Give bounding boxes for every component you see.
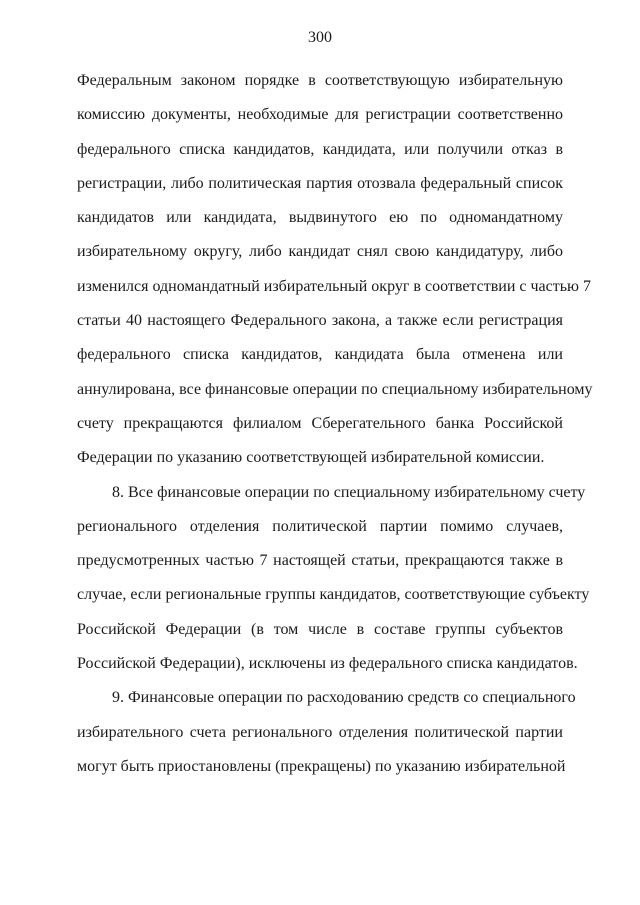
body-text bbox=[77, 64, 593, 784]
paragraph bbox=[77, 476, 590, 682]
text-line: 8. Все финансовые операции по специальному избирательному счету bbox=[112, 483, 586, 501]
text-line: избирательному округу, либо кандидат снял свою кандидатуру, либо bbox=[77, 243, 563, 261]
text-line: 9. Финансовые операции по расходованию средств со специального bbox=[112, 689, 576, 707]
text-line: могут быть приостановлены (прекращены) по указанию избирательной bbox=[77, 757, 566, 775]
text-line: статьи 40 настоящего Федерального закона, а также если регистрация bbox=[77, 312, 563, 330]
text-line: федерального списка кандидатов, кандидата, или получили отказ в bbox=[77, 140, 563, 158]
paragraph bbox=[77, 681, 576, 784]
paragraph bbox=[77, 64, 593, 476]
text-line: Федеральным законом порядке в соответствующую избирательную bbox=[77, 72, 563, 89]
text-line: Российской Федерации (в том числе в составе группы субъектов bbox=[77, 620, 563, 638]
page-number: 300 bbox=[308, 29, 332, 46]
text-line: регионального отделения политической партии помимо случаев, bbox=[77, 517, 563, 535]
text-line: Российской Федерации), исключены из федерального списка кандидатов. bbox=[77, 655, 578, 673]
text-line: кандидатов или кандидата, выдвинутого ею по одномандатному bbox=[77, 209, 563, 227]
text-line: регистрации, либо политическая партия отозвала федеральный список bbox=[77, 174, 563, 192]
text-line: комиссию документы, необходимые для регистрации соответственно bbox=[77, 106, 563, 124]
text-line: предусмотренных частью 7 настоящей статьи, прекращаются также в bbox=[77, 552, 563, 570]
text-line: счету прекращаются филиалом Сберегательного банка Российской bbox=[77, 414, 563, 432]
text-line: аннулирована, все финансовые операции по специальному избирательному bbox=[77, 380, 593, 398]
text-line: изменился одномандатный избирательный округ в соответствии с частью 7 bbox=[77, 277, 591, 295]
text-line: избирательного счета регионального отделения политической партии bbox=[77, 723, 563, 741]
text-line: случае, если региональные группы кандидатов, соответствующие субъекту bbox=[77, 586, 590, 604]
text-line: Федерации по указанию соответствующей избирательной комиссии. bbox=[77, 449, 545, 467]
text-line: федерального списка кандидатов, кандидата была отменена или bbox=[77, 346, 563, 364]
